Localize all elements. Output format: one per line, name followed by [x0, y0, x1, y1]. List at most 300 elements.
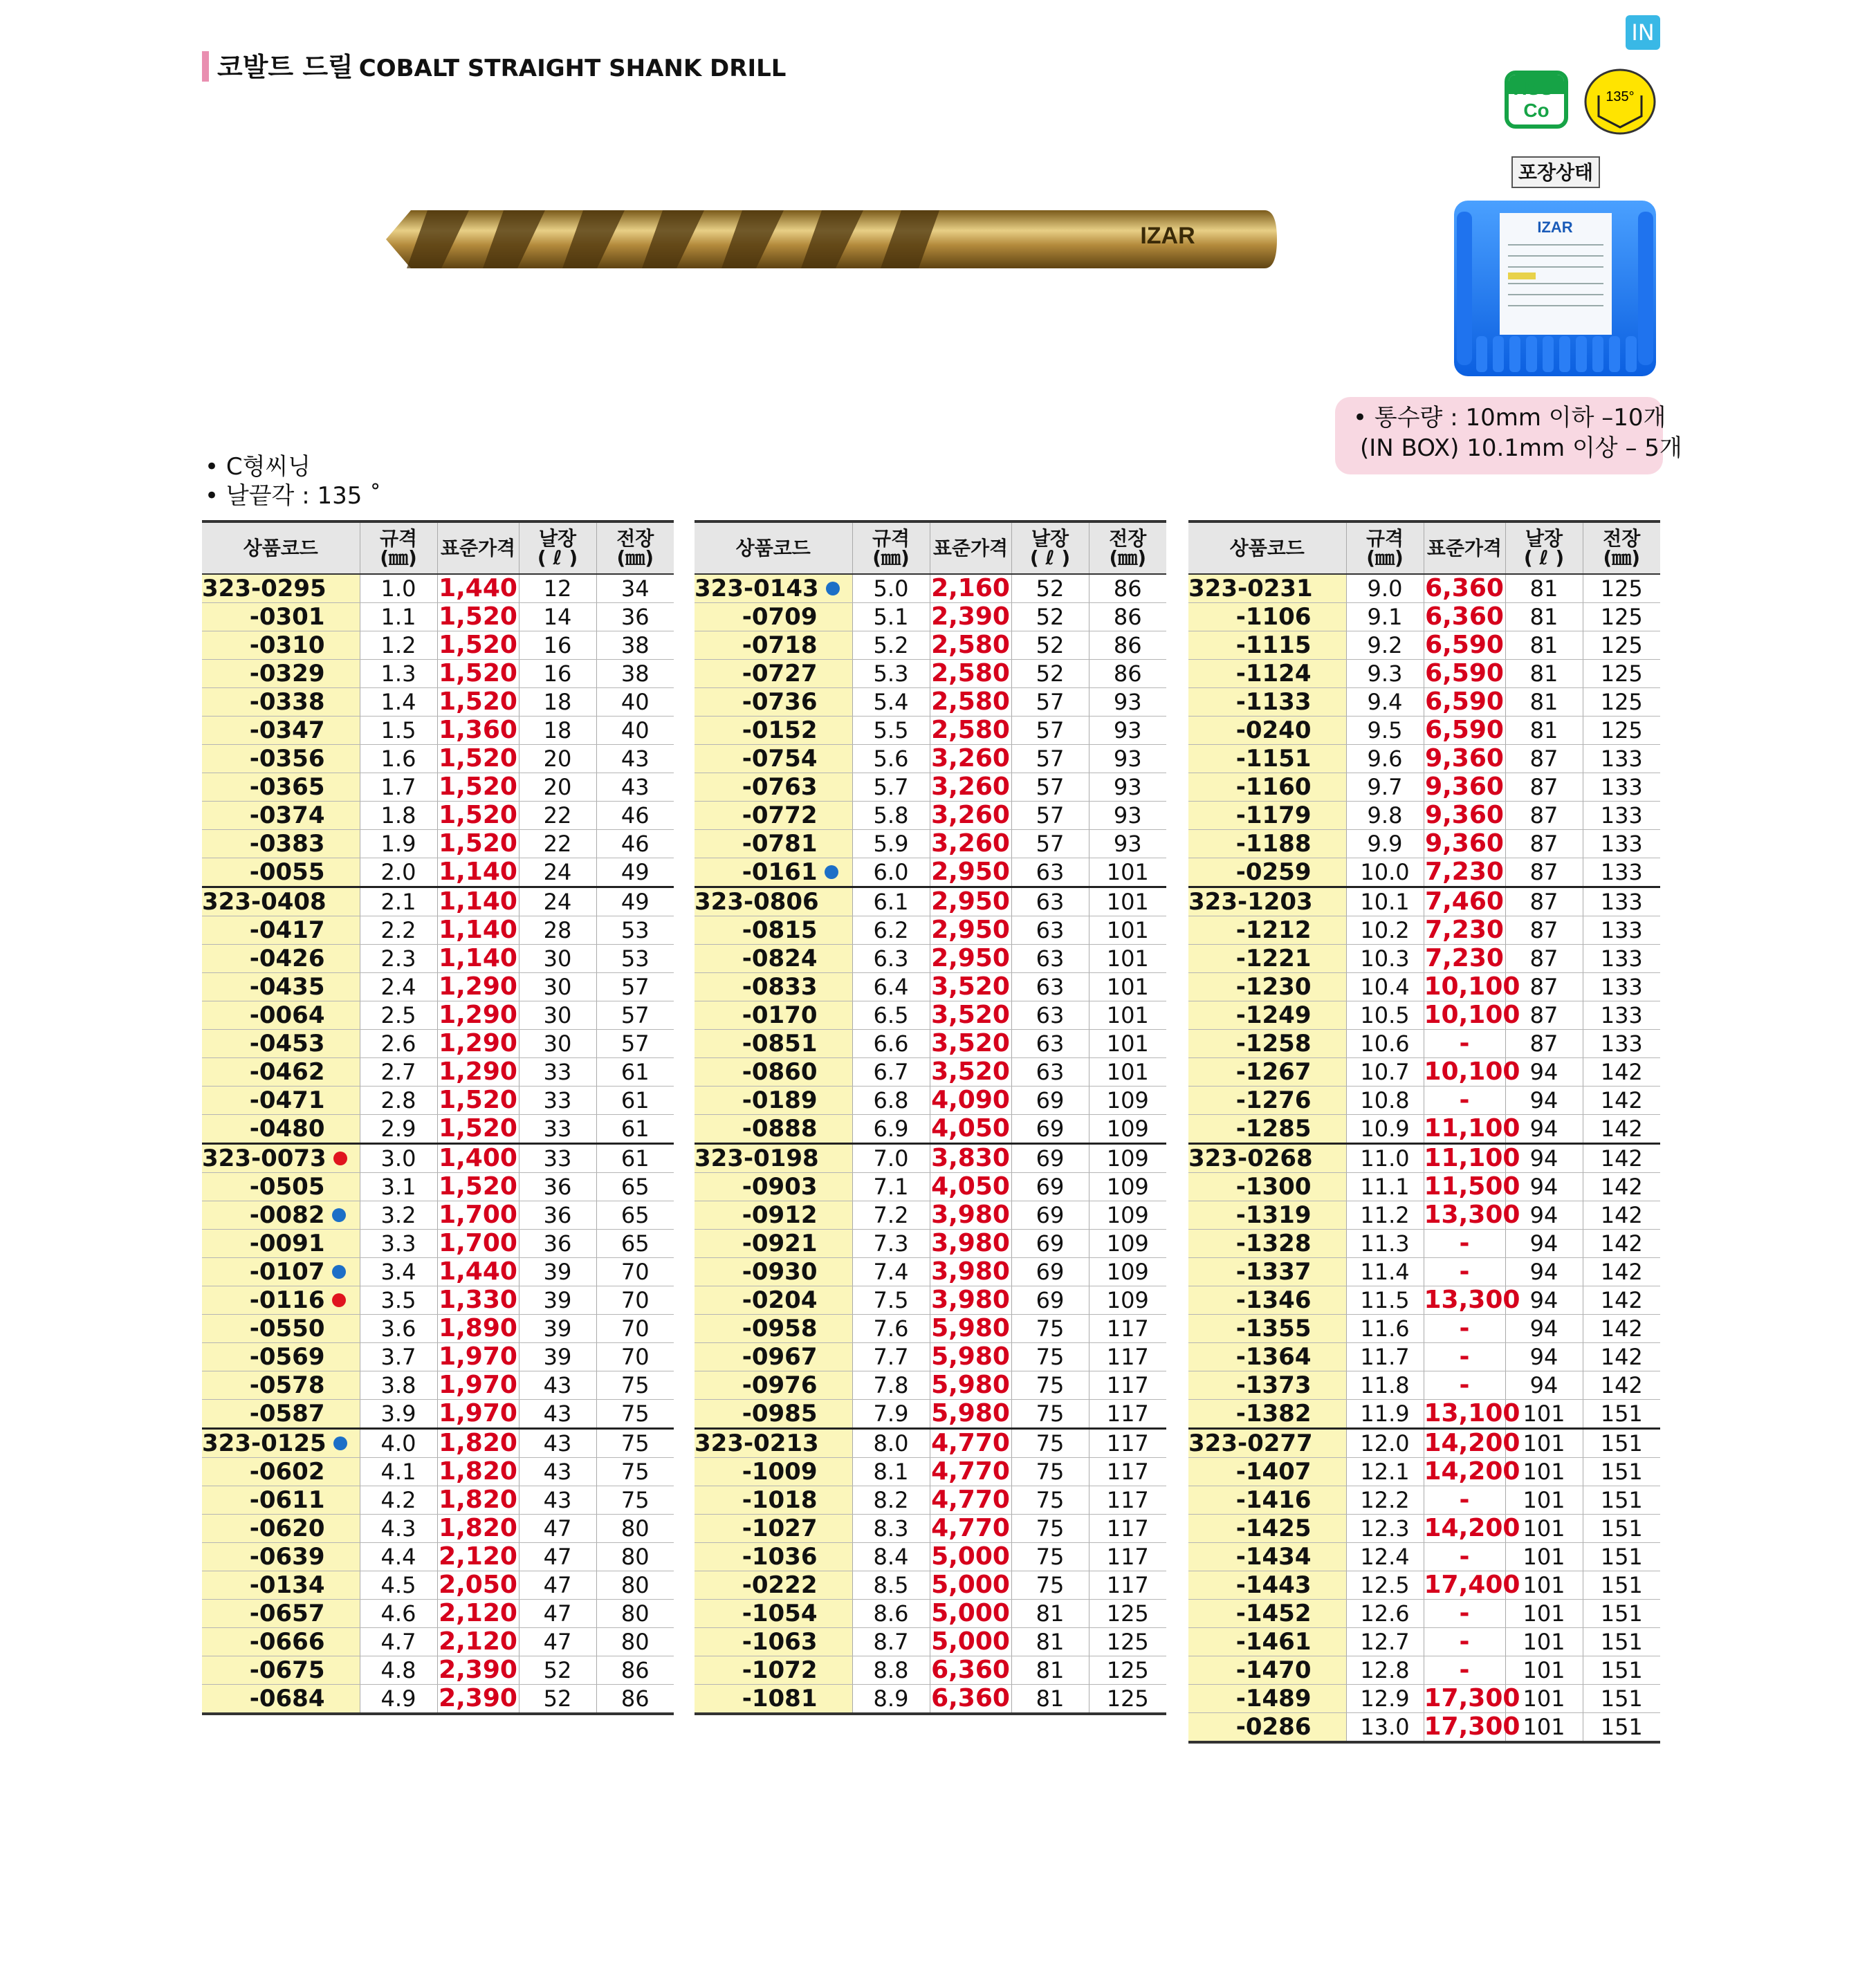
cell-size: 4.3 [360, 1515, 437, 1543]
blue-dot-marker [333, 1436, 347, 1450]
cell-code: -0055 [202, 858, 360, 887]
cell-code: -1081 [695, 1685, 852, 1714]
cell-code: -1267 [1188, 1058, 1346, 1087]
table-row [695, 802, 1166, 830]
cell-size: 9.5 [1346, 717, 1424, 745]
cell-price: - [1424, 1600, 1505, 1628]
cell-total-length: 125 [1583, 603, 1660, 631]
cell-flute-length: 75 [1011, 1571, 1089, 1600]
price-table-1 [202, 520, 674, 1715]
cell-total-length: 125 [1089, 1628, 1166, 1656]
cell-flute-length: 52 [1011, 574, 1089, 603]
cell-flute-length: 63 [1011, 1058, 1089, 1087]
cell-code: -1346 [1188, 1286, 1346, 1315]
cell-size: 8.6 [852, 1600, 930, 1628]
red-dot-marker [332, 1293, 346, 1307]
col-size: 규격 (㎜) [852, 521, 930, 574]
cell-total-length: 46 [596, 830, 674, 858]
quantity-note [1335, 397, 1682, 474]
cell-total-length: 151 [1583, 1429, 1660, 1458]
cell-total-length: 57 [596, 973, 674, 1001]
cell-price: 4,770 [930, 1486, 1011, 1515]
cell-total-length: 133 [1583, 745, 1660, 773]
cell-code: -0727 [695, 660, 852, 688]
col-price: 표준가격 [1424, 521, 1505, 574]
table-row [202, 1515, 674, 1543]
cell-size: 5.7 [852, 773, 930, 802]
cell-code: 323-0268 [1188, 1144, 1346, 1173]
cell-total-length: 125 [1583, 574, 1660, 603]
table-row [695, 1486, 1166, 1515]
cell-price: 4,050 [930, 1173, 1011, 1201]
cell-size: 12.3 [1346, 1515, 1424, 1543]
cell-code: -1106 [1188, 603, 1346, 631]
col-code: 상품코드 [202, 521, 360, 574]
cell-size: 7.0 [852, 1144, 930, 1173]
cell-price: 2,390 [930, 603, 1011, 631]
cell-size: 7.9 [852, 1400, 930, 1429]
cell-flute-length: 94 [1505, 1315, 1583, 1343]
cell-total-length: 93 [1089, 802, 1166, 830]
table-row [695, 1087, 1166, 1115]
cell-total-length: 125 [1583, 660, 1660, 688]
cell-total-length: 80 [596, 1600, 674, 1628]
cell-size: 2.8 [360, 1087, 437, 1115]
svg-text:135°: 135° [1606, 89, 1635, 104]
cell-flute-length: 81 [1505, 603, 1583, 631]
table-row [202, 1685, 674, 1714]
cell-code: -0781 [695, 830, 852, 858]
cell-total-length: 109 [1089, 1173, 1166, 1201]
cell-size: 1.7 [360, 773, 437, 802]
col-size: 규격 (㎜) [360, 521, 437, 574]
table-row [1188, 973, 1660, 1001]
cell-price: 1,520 [437, 631, 519, 660]
cell-code: -0259 [1188, 858, 1346, 887]
cell-size: 6.5 [852, 1001, 930, 1030]
cell-price: 1,520 [437, 660, 519, 688]
cell-flute-length: 14 [519, 603, 596, 631]
cell-size: 11.6 [1346, 1315, 1424, 1343]
cell-total-length: 151 [1583, 1571, 1660, 1600]
cell-size: 11.7 [1346, 1343, 1424, 1371]
cell-total-length: 61 [596, 1115, 674, 1144]
cell-flute-length: 12 [519, 574, 596, 603]
cell-flute-length: 75 [1011, 1458, 1089, 1486]
table-row [695, 1371, 1166, 1400]
cell-size: 9.8 [1346, 802, 1424, 830]
table-row [695, 1429, 1166, 1458]
price-table-2 [695, 520, 1166, 1715]
table-row [1188, 1087, 1660, 1115]
cell-size: 5.5 [852, 717, 930, 745]
cell-code: -1337 [1188, 1258, 1346, 1286]
cell-flute-length: 57 [1011, 717, 1089, 745]
cell-flute-length: 94 [1505, 1058, 1583, 1087]
cell-total-length: 109 [1089, 1087, 1166, 1115]
cell-flute-length: 63 [1011, 1001, 1089, 1030]
cell-code: -1124 [1188, 660, 1346, 688]
table-row [695, 1144, 1166, 1173]
cell-total-length: 125 [1089, 1600, 1166, 1628]
cell-code: -1328 [1188, 1230, 1346, 1258]
cell-size: 11.4 [1346, 1258, 1424, 1286]
cell-flute-length: 101 [1505, 1713, 1583, 1743]
cell-total-length: 151 [1583, 1458, 1660, 1486]
cell-total-length: 151 [1583, 1400, 1660, 1429]
cell-flute-length: 36 [519, 1201, 596, 1230]
col-flute-length: 날장 ( ℓ ) [1011, 521, 1089, 574]
cell-flute-length: 101 [1505, 1515, 1583, 1543]
cell-size: 4.6 [360, 1600, 437, 1628]
cell-total-length: 117 [1089, 1371, 1166, 1400]
table-row [202, 688, 674, 717]
table-row [695, 887, 1166, 916]
cell-price: 6,360 [1424, 603, 1505, 631]
cell-flute-length: 43 [519, 1400, 596, 1429]
cell-price: 1,140 [437, 858, 519, 887]
cell-total-length: 70 [596, 1286, 674, 1315]
cell-size: 8.0 [852, 1429, 930, 1458]
cell-total-length: 133 [1583, 887, 1660, 916]
cell-code: -0754 [695, 745, 852, 773]
cell-total-length: 117 [1089, 1400, 1166, 1429]
col-total-length: 전장 (㎜) [1089, 521, 1166, 574]
cell-size: 4.9 [360, 1685, 437, 1714]
cell-flute-length: 18 [519, 717, 596, 745]
cell-price: 5,980 [930, 1371, 1011, 1400]
cell-total-length: 46 [596, 802, 674, 830]
cell-price: 1,520 [437, 773, 519, 802]
cell-price: 1,890 [437, 1315, 519, 1343]
cell-flute-length: 101 [1505, 1628, 1583, 1656]
cell-flute-length: 94 [1505, 1230, 1583, 1258]
cell-flute-length: 75 [1011, 1400, 1089, 1429]
table-row [1188, 603, 1660, 631]
cell-price: 2,950 [930, 887, 1011, 916]
table-row [1188, 1628, 1660, 1656]
cell-code: -1285 [1188, 1115, 1346, 1144]
cell-code: -1461 [1188, 1628, 1346, 1656]
svg-text:IZAR: IZAR [1537, 219, 1573, 236]
cell-code: -0374 [202, 802, 360, 830]
cell-total-length: 101 [1089, 916, 1166, 945]
cell-code: 323-0073 [202, 1144, 360, 1173]
cell-flute-length: 30 [519, 1001, 596, 1030]
cell-code: -1434 [1188, 1543, 1346, 1571]
table-row [695, 973, 1166, 1001]
cell-price: 6,590 [1424, 717, 1505, 745]
cell-code: -0888 [695, 1115, 852, 1144]
cell-code: -0480 [202, 1115, 360, 1144]
cell-total-length: 125 [1583, 717, 1660, 745]
cell-code: -0356 [202, 745, 360, 773]
cell-total-length: 93 [1089, 773, 1166, 802]
cell-flute-length: 87 [1505, 1001, 1583, 1030]
table-row [1188, 1486, 1660, 1515]
cell-size: 3.6 [360, 1315, 437, 1343]
cell-code: -0602 [202, 1458, 360, 1486]
table-row [1188, 945, 1660, 973]
cell-price: 5,000 [930, 1543, 1011, 1571]
cell-size: 6.8 [852, 1087, 930, 1115]
cell-price: - [1424, 1371, 1505, 1400]
qty-note-line2: (IN BOX) 10.1mm 이상 – 5개 [1360, 434, 1682, 462]
packaging-label: 포장상태 [1511, 156, 1600, 188]
cell-flute-length: 30 [519, 945, 596, 973]
table-row [695, 1315, 1166, 1343]
cell-total-length: 117 [1089, 1571, 1166, 1600]
cell-code: -1382 [1188, 1400, 1346, 1429]
cell-code: -0338 [202, 688, 360, 717]
cell-price: 3,830 [930, 1144, 1011, 1173]
cell-size: 11.0 [1346, 1144, 1424, 1173]
cell-size: 6.9 [852, 1115, 930, 1144]
cell-flute-length: 57 [1011, 830, 1089, 858]
cell-total-length: 75 [596, 1458, 674, 1486]
cell-code: -0639 [202, 1543, 360, 1571]
table-row [695, 1458, 1166, 1486]
cell-total-length: 142 [1583, 1258, 1660, 1286]
cell-price: 3,260 [930, 830, 1011, 858]
cell-code: -0189 [695, 1087, 852, 1115]
cell-price: 3,980 [930, 1286, 1011, 1315]
table-row [202, 1144, 674, 1173]
col-size: 규격 (㎜) [1346, 521, 1424, 574]
cell-total-length: 117 [1089, 1343, 1166, 1371]
cell-total-length: 61 [596, 1058, 674, 1087]
table-row [202, 717, 674, 745]
cell-size: 11.1 [1346, 1173, 1424, 1201]
cell-code: -0772 [695, 802, 852, 830]
col-total-length: 전장 (㎜) [1583, 521, 1660, 574]
cell-size: 12.0 [1346, 1429, 1424, 1458]
cell-total-length: 133 [1583, 973, 1660, 1001]
cell-price: 11,500 [1424, 1172, 1520, 1201]
table-row [1188, 1458, 1660, 1486]
price-table-3 [1188, 520, 1660, 1744]
hss-co-material-icon: HSS-Co [1505, 71, 1568, 129]
table-row [1188, 1315, 1660, 1343]
table-row [695, 1058, 1166, 1087]
cell-flute-length: 81 [1505, 660, 1583, 688]
cell-size: 8.5 [852, 1571, 930, 1600]
table-row [1188, 802, 1660, 830]
col-flute-length: 날장 ( ℓ ) [1505, 521, 1583, 574]
cell-size: 4.2 [360, 1486, 437, 1515]
cell-size: 10.3 [1346, 945, 1424, 973]
cell-size: 5.8 [852, 802, 930, 830]
cell-price: 5,980 [930, 1400, 1011, 1429]
cell-flute-length: 43 [519, 1371, 596, 1400]
table-row [202, 1030, 674, 1058]
table-row [1188, 830, 1660, 858]
cell-flute-length: 81 [1505, 717, 1583, 745]
cell-total-length: 133 [1583, 1030, 1660, 1058]
cell-code: -0718 [695, 631, 852, 660]
cell-flute-length: 81 [1011, 1685, 1089, 1714]
cell-total-length: 142 [1583, 1058, 1660, 1087]
cell-flute-length: 94 [1505, 1286, 1583, 1315]
cell-total-length: 75 [596, 1400, 674, 1429]
cell-flute-length: 52 [1011, 660, 1089, 688]
cell-price: 1,520 [437, 802, 519, 830]
cell-code: -1230 [1188, 973, 1346, 1001]
cell-size: 7.3 [852, 1230, 930, 1258]
cell-price: 1,520 [437, 1115, 519, 1144]
cell-flute-length: 94 [1505, 1343, 1583, 1371]
cell-code: -1470 [1188, 1656, 1346, 1685]
table-row [695, 1001, 1166, 1030]
cell-size: 6.3 [852, 945, 930, 973]
table-row [202, 945, 674, 973]
cell-total-length: 142 [1583, 1201, 1660, 1230]
cell-size: 9.1 [1346, 603, 1424, 631]
cell-size: 9.7 [1346, 773, 1424, 802]
cell-flute-length: 24 [519, 887, 596, 916]
cell-code: -0471 [202, 1087, 360, 1115]
cell-total-length: 142 [1583, 1371, 1660, 1400]
cell-size: 10.0 [1346, 858, 1424, 887]
cell-code: -0426 [202, 945, 360, 973]
cell-price: 14,200 [1424, 1457, 1520, 1486]
cell-size: 1.2 [360, 631, 437, 660]
cell-size: 1.0 [360, 574, 437, 603]
cell-price: 1,290 [437, 1001, 519, 1030]
cell-flute-length: 57 [1011, 688, 1089, 717]
cell-price: 1,330 [437, 1286, 519, 1315]
cell-price: 2,050 [437, 1571, 519, 1600]
cell-total-length: 109 [1089, 1144, 1166, 1173]
cell-code: 323-0198 [695, 1144, 852, 1173]
cell-price: 6,590 [1424, 660, 1505, 688]
blue-dot-marker [332, 1265, 346, 1279]
cell-price: 1,700 [437, 1201, 519, 1230]
table-row [1188, 717, 1660, 745]
cell-total-length: 80 [596, 1628, 674, 1656]
cell-price: 2,160 [930, 574, 1011, 603]
cell-flute-length: 101 [1505, 1486, 1583, 1515]
cell-size: 11.8 [1346, 1371, 1424, 1400]
cell-size: 3.2 [360, 1201, 437, 1230]
cobalt-drill-bit-image [386, 205, 1278, 274]
cell-flute-length: 81 [1011, 1628, 1089, 1656]
cell-price: 1,520 [437, 830, 519, 858]
cell-code: -1151 [1188, 745, 1346, 773]
cell-code: -0329 [202, 660, 360, 688]
table-row [695, 858, 1166, 887]
cell-price: 9,360 [1424, 745, 1505, 773]
cell-code: 323-1203 [1188, 887, 1346, 916]
cell-price: - [1424, 1315, 1505, 1343]
table-row [695, 1628, 1166, 1656]
cell-price: 1,360 [437, 717, 519, 745]
cell-price: 2,580 [930, 660, 1011, 688]
table-row [1188, 1173, 1660, 1201]
cell-price: 1,820 [437, 1515, 519, 1543]
cell-flute-length: 69 [1011, 1115, 1089, 1144]
cell-size: 4.1 [360, 1458, 437, 1486]
cell-code: -0170 [695, 1001, 852, 1030]
cell-flute-length: 22 [519, 830, 596, 858]
cell-code: -1009 [695, 1458, 852, 1486]
cell-total-length: 142 [1583, 1286, 1660, 1315]
cell-size: 10.6 [1346, 1030, 1424, 1058]
cell-size: 9.0 [1346, 574, 1424, 603]
cell-price: 13,300 [1424, 1201, 1520, 1229]
cell-total-length: 133 [1583, 916, 1660, 945]
table-row [202, 1286, 674, 1315]
cell-total-length: 53 [596, 916, 674, 945]
cell-flute-length: 81 [1011, 1600, 1089, 1628]
cell-total-length: 75 [596, 1486, 674, 1515]
cell-price: 6,360 [930, 1656, 1011, 1685]
cell-code: -0587 [202, 1400, 360, 1429]
cell-size: 12.2 [1346, 1486, 1424, 1515]
cell-total-length: 93 [1089, 717, 1166, 745]
cell-code: -0578 [202, 1371, 360, 1400]
cell-flute-length: 39 [519, 1343, 596, 1371]
cell-total-length: 43 [596, 773, 674, 802]
cell-flute-length: 47 [519, 1515, 596, 1543]
table-row [1188, 916, 1660, 945]
cell-code: -0301 [202, 603, 360, 631]
cell-flute-length: 16 [519, 631, 596, 660]
cell-price: - [1424, 1628, 1505, 1656]
cell-size: 12.6 [1346, 1600, 1424, 1628]
cell-code: -0310 [202, 631, 360, 660]
cell-total-length: 101 [1089, 973, 1166, 1001]
cell-price: 2,950 [930, 916, 1011, 945]
table-row [202, 1115, 674, 1144]
table-row [695, 717, 1166, 745]
cell-total-length: 49 [596, 887, 674, 916]
col-price: 표준가격 [437, 521, 519, 574]
cell-total-length: 133 [1583, 830, 1660, 858]
cell-flute-length: 87 [1505, 887, 1583, 916]
cell-flute-length: 22 [519, 802, 596, 830]
cell-total-length: 151 [1583, 1656, 1660, 1685]
cell-code: -0930 [695, 1258, 852, 1286]
table-row [1188, 858, 1660, 887]
cell-size: 12.4 [1346, 1543, 1424, 1571]
cell-size: 3.1 [360, 1173, 437, 1201]
cell-total-length: 70 [596, 1315, 674, 1343]
cell-size: 11.5 [1346, 1286, 1424, 1315]
cell-price: 6,590 [1424, 631, 1505, 660]
cell-code: -1249 [1188, 1001, 1346, 1030]
cell-total-length: 61 [596, 1087, 674, 1115]
table-row [202, 1656, 674, 1685]
cell-price: 14,200 [1424, 1429, 1520, 1457]
spec-notes [205, 452, 381, 510]
table-row [695, 1201, 1166, 1230]
col-code: 상품코드 [695, 521, 852, 574]
cell-flute-length: 36 [519, 1230, 596, 1258]
table-row [1188, 1400, 1660, 1429]
cell-size: 5.0 [852, 574, 930, 603]
packaging-box-image [1451, 198, 1659, 379]
cell-code: -1489 [1188, 1685, 1346, 1713]
cell-price: 1,400 [437, 1144, 519, 1173]
col-total-length: 전장 (㎜) [596, 521, 674, 574]
cell-total-length: 117 [1089, 1458, 1166, 1486]
table-row [695, 1515, 1166, 1543]
cell-price: 1,820 [437, 1486, 519, 1515]
cell-code: 323-0408 [202, 887, 360, 916]
cell-price: 7,230 [1424, 945, 1505, 973]
cell-size: 10.7 [1346, 1058, 1424, 1087]
